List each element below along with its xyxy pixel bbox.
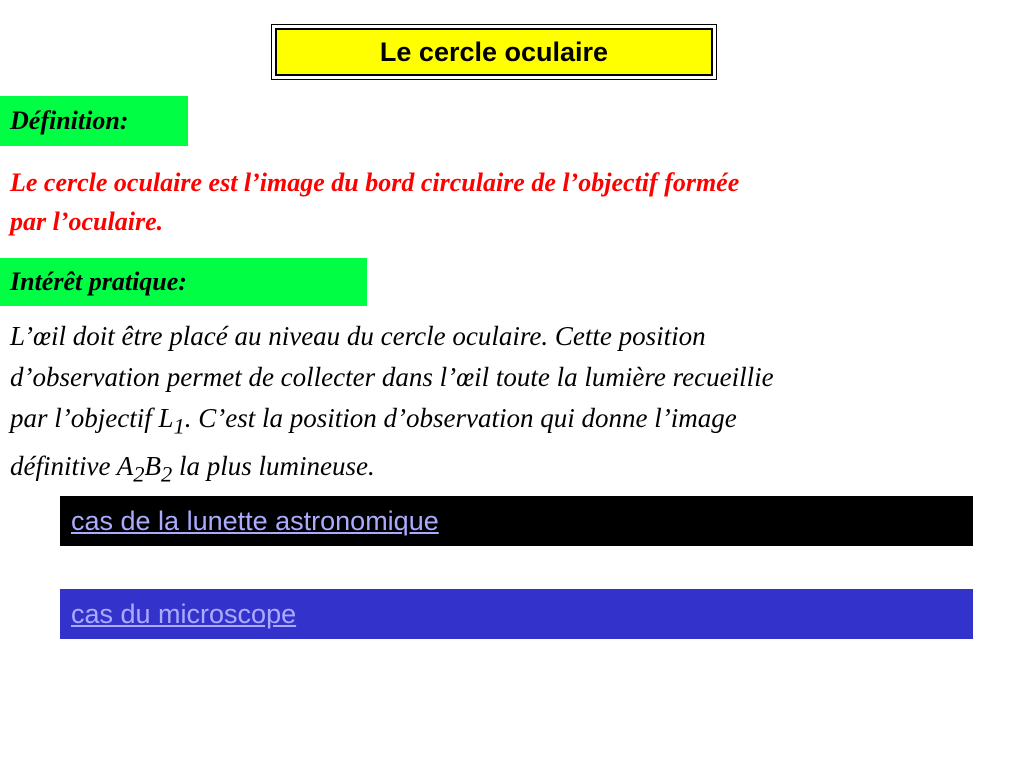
microscope-link[interactable]: cas du microscope [71, 598, 297, 629]
definition-label: Définition: [0, 96, 188, 146]
interet-text [10, 316, 1010, 495]
interet-label: Intérêt pratique: [0, 258, 367, 306]
lunette-link-bar [60, 496, 973, 546]
interet-line-3: par l’objectif $L_1$. C’est la position d’observation qui donne l’image [10, 403, 737, 439]
title-frame [271, 24, 717, 80]
page-title: Le cercle oculaire [275, 28, 713, 76]
definition-line-1: Le cercle oculaire est l’image du bord circulaire de l’objectif formée [10, 168, 740, 197]
definition-text [10, 163, 1010, 241]
interet-line-4: définitive $A_2B_2$ la plus lumineuse. [10, 451, 375, 487]
interet-line-2: d’observation permet de collecter dans l’œil toute la lumière recueillie [10, 362, 774, 392]
lunette-link[interactable]: cas de la lunette astronomique [71, 505, 439, 536]
definition-line-2: par l’oculaire. [10, 207, 164, 236]
interet-line-1: L’œil doit être placé au niveau du cercle oculaire. Cette position [10, 321, 706, 351]
microscope-link-bar [60, 589, 973, 639]
